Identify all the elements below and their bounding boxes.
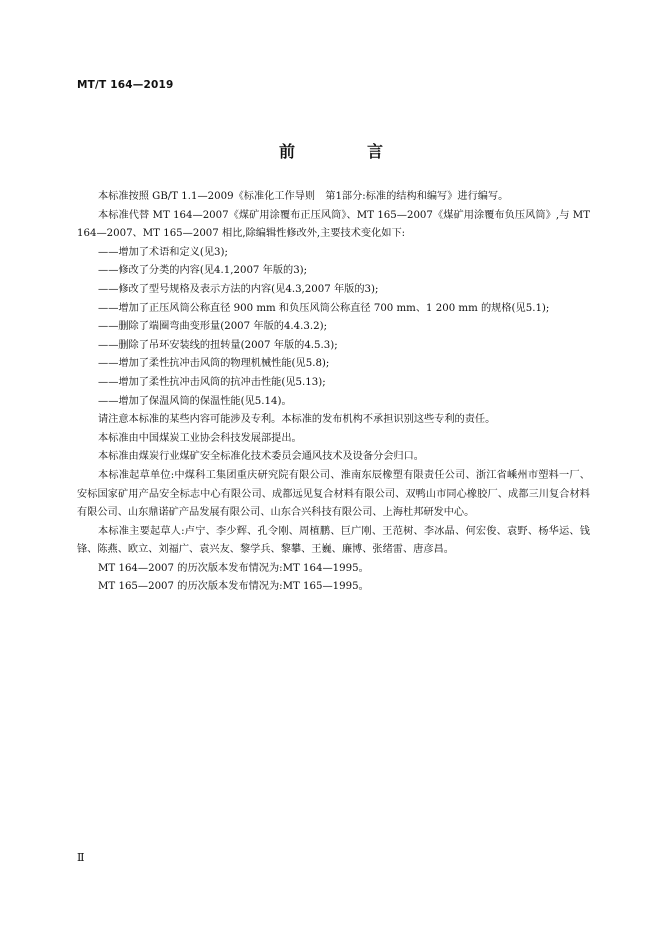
paragraph-history-164: MT 164—2007 的历次版本发布情况为:MT 164—1995。	[98, 562, 369, 574]
paragraph-committee: 本标准由煤炭行业煤矿安全标准化技术委员会通风技术及设备分会归口。	[98, 451, 424, 463]
page-title: 前 言	[278, 142, 411, 161]
change-item: ——修改了型号规格及表示方法的内容(见4.3,2007 年版的3);	[98, 283, 379, 295]
paragraph-proposer: 本标准由中国煤炭工业协会科技发展部提出。	[98, 432, 302, 444]
change-item: ——增加了保温风筒的保温性能(见5.14)。	[98, 395, 292, 407]
document-body	[77, 188, 590, 597]
change-item: ——删除了吊环安装线的扭转量(2007 年版的4.5.3);	[98, 339, 338, 351]
change-item: ——增加了柔性抗冲击风筒的物理机械性能(见5.8);	[98, 358, 330, 370]
paragraph-drafting-units: 本标准起草单位:中煤科工集团重庆研究院有限公司、淮南东辰橡塑有限责任公司、浙江省嵊州市塑料一厂、安标国家矿用产品安全标志中心有限公司、成都远见复合材料有限公司、双鸭山市同心橡胶厂、成都三川复合材料有限公司、山东鼎诺矿产品发展有限公司、山东合兴科技有限公司、上海杜邦研发中心。	[77, 469, 590, 519]
paragraph-drafters: 本标准主要起草人:卢宁、李少辉、孔令刚、周植鹏、巨广刚、王范树、李冰晶、何宏俊、袁野、杨华运、钱锋、陈燕、欧立、刘福广、袁兴友、黎学兵、黎攀、王巍、廉博、张绪雷、唐彦昌。	[77, 525, 590, 556]
change-item: ——增加了术语和定义(见3);	[98, 246, 228, 258]
change-item: ——增加了柔性抗冲击风筒的抗冲击性能(见5.13);	[98, 376, 326, 388]
paragraph-drafting-rule: 本标准按照 GB/T 1.1—2009《标准化工作导则 第1部分:标准的结构和编写》进行编写。	[98, 191, 509, 202]
paragraph-replacement: 本标准代替 MT 164—2007《煤矿用涂覆布正压风筒》、MT 165—2007《煤矿用涂覆布负压风筒》,与 MT 164—2007、MT 165—2007 相比,除编辑性修改外,主要技术变化如下:	[77, 209, 590, 240]
paragraph-patent-notice: 请注意本标准的某些内容可能涉及专利。本标准的发布机构不承担识别这些专利的责任。	[98, 414, 496, 426]
change-item: ——删除了端圈弯曲变形量(2007 年版的4.4.3.2);	[98, 321, 327, 333]
page-number: Ⅱ	[77, 851, 85, 864]
change-item: ——增加了正压风筒公称直径 900 mm 和负压风筒公称直径 700 mm、1 200 mm 的规格(见5.1);	[98, 302, 550, 314]
paragraph-history-165: MT 165—2007 的历次版本发布情况为:MT 165—1995。	[98, 581, 369, 593]
change-item: ——修改了分类的内容(见4.1,2007 年版的3);	[98, 265, 308, 277]
standard-code-header: MT/T 164—2019	[77, 79, 174, 91]
